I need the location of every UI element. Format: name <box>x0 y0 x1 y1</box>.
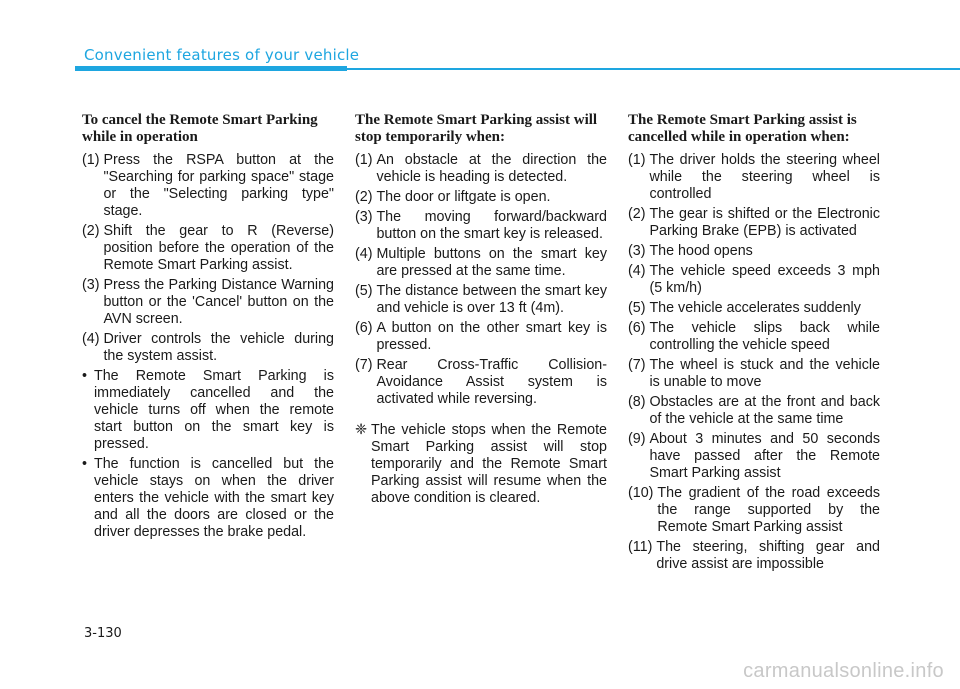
list-item <box>355 209 607 243</box>
numbered-list <box>355 152 607 408</box>
item-text: Multiple buttons on the smart key are pressed at the same time. <box>376 246 607 279</box>
item-text: The gear is shifted or the Electronic Parking Brake (EPB) is activated <box>649 206 880 239</box>
item-number: (1) <box>628 152 650 168</box>
item-text: The vehicle slips back while controlling the vehicle speed <box>649 320 880 353</box>
bullet-list <box>82 368 334 541</box>
item-text: The hood opens <box>649 243 753 259</box>
item-number: (2) <box>82 223 104 239</box>
item-number: (6) <box>355 320 377 336</box>
item-text: A button on the other smart key is pressed. <box>376 320 607 353</box>
section-title: Convenient features of your vehicle <box>84 46 360 64</box>
item-number: (3) <box>82 277 104 293</box>
item-number: (2) <box>628 206 650 222</box>
item-text: Driver controls the vehicle during the system assist. <box>103 331 334 364</box>
list-item <box>628 357 880 391</box>
list-item <box>628 243 880 260</box>
item-number: (7) <box>628 357 650 373</box>
bullet-item <box>82 368 334 453</box>
item-number: (3) <box>355 209 377 225</box>
bullet-text: The Remote Smart Parking is immediately cancelled and the vehicle turns off when the remote start button on the smart key is pressed. <box>94 368 334 452</box>
numbered-list <box>628 152 880 573</box>
list-item <box>628 206 880 240</box>
list-item <box>628 263 880 297</box>
list-item <box>628 485 880 536</box>
item-text: Shift the gear to R (Reverse) position before the operation of the Remote Smart Parking assist. <box>103 223 334 273</box>
item-number: (1) <box>355 152 377 168</box>
note-icon: ❈ <box>355 422 367 438</box>
item-number: (7) <box>355 357 377 373</box>
header-rule-accent <box>75 66 347 71</box>
list-item <box>355 246 607 280</box>
item-number: (2) <box>355 189 377 205</box>
bullet-text: The function is cancelled but the vehicle stays on when the driver enters the vehicle with the smart key and all the doors are closed or the driver depresses the brake pedal. <box>94 456 334 540</box>
watermark: carmanualsonline.info <box>743 660 944 682</box>
list-item <box>628 320 880 354</box>
page-header <box>0 0 960 80</box>
bullet-icon: • <box>82 368 88 384</box>
list-item <box>355 152 607 186</box>
item-number: (4) <box>355 246 377 262</box>
list-item <box>628 152 880 203</box>
list-item <box>82 152 334 220</box>
item-text: Obstacles are at the front and back of the vehicle at the same time <box>649 394 880 427</box>
list-item <box>82 277 334 328</box>
note-text: The vehicle stops when the Remote Smart Parking assist will stop temporarily and the Remote Smart Parking assist will resume when the above condition is cleared. <box>371 422 607 506</box>
item-number: (3) <box>628 243 650 259</box>
bullet-item <box>82 456 334 541</box>
list-item <box>355 283 607 317</box>
list-item <box>355 320 607 354</box>
item-number: (5) <box>355 283 377 299</box>
item-number: (10) <box>628 485 658 501</box>
item-number: (11) <box>628 539 657 555</box>
item-text: The moving forward/backward button on the smart key is released. <box>376 209 607 242</box>
item-text: The vehicle speed exceeds 3 mph (5 km/h) <box>649 263 880 296</box>
item-text: The steering, shifting gear and drive assist are impossible <box>656 539 880 572</box>
column-heading: To cancel the Remote Smart Parking while in operation <box>82 112 318 145</box>
list-item <box>82 223 334 274</box>
item-text: Press the RSPA button at the "Searching for parking space" stage or the "Selecting parking type" stage. <box>103 152 334 219</box>
item-text: The door or liftgate is open. <box>376 189 551 205</box>
item-text: Press the Parking Distance Warning button or the 'Cancel' button on the AVN screen. <box>103 277 334 327</box>
item-text: The wheel is stuck and the vehicle is unable to move <box>649 357 880 390</box>
item-text: An obstacle at the direction the vehicle is heading is detected. <box>376 152 607 185</box>
item-text: The gradient of the road exceeds the range supported by the Remote Smart Parking assist <box>657 485 880 535</box>
list-item <box>355 357 607 408</box>
item-text: The distance between the smart key and vehicle is over 13 ft (4m). <box>376 283 607 316</box>
column-heading: The Remote Smart Parking assist will stop temporarily when: <box>355 112 598 145</box>
numbered-list <box>82 152 334 365</box>
list-item <box>628 539 880 573</box>
list-item <box>82 331 334 365</box>
item-number: (6) <box>628 320 650 336</box>
list-item <box>355 189 607 206</box>
item-text: The vehicle accelerates suddenly <box>649 300 861 316</box>
page-number: 3-130 <box>84 626 122 641</box>
item-number: (1) <box>82 152 104 168</box>
list-item <box>628 394 880 428</box>
item-text: Rear Cross-Traffic Collision-Avoidance Assist system is activated while reversing. <box>376 357 607 407</box>
column-stop-temporarily <box>355 112 607 507</box>
column-heading: The Remote Smart Parking assist is cancelled while in operation when: <box>628 112 857 145</box>
item-number: (8) <box>628 394 650 410</box>
bullet-icon: • <box>82 456 88 472</box>
column-cancelled-operation <box>628 112 880 576</box>
item-text: About 3 minutes and 50 seconds have passed after the Remote Smart Parking assist <box>649 431 880 481</box>
header-rule <box>347 68 960 70</box>
list-item <box>628 300 880 317</box>
item-number: (4) <box>628 263 650 279</box>
list-item <box>628 431 880 482</box>
item-text: The driver holds the steering wheel while the steering wheel is controlled <box>649 152 880 202</box>
note <box>355 422 607 507</box>
column-cancel-operation <box>82 112 334 544</box>
item-number: (9) <box>628 431 650 447</box>
item-number: (5) <box>628 300 650 316</box>
item-number: (4) <box>82 331 104 347</box>
